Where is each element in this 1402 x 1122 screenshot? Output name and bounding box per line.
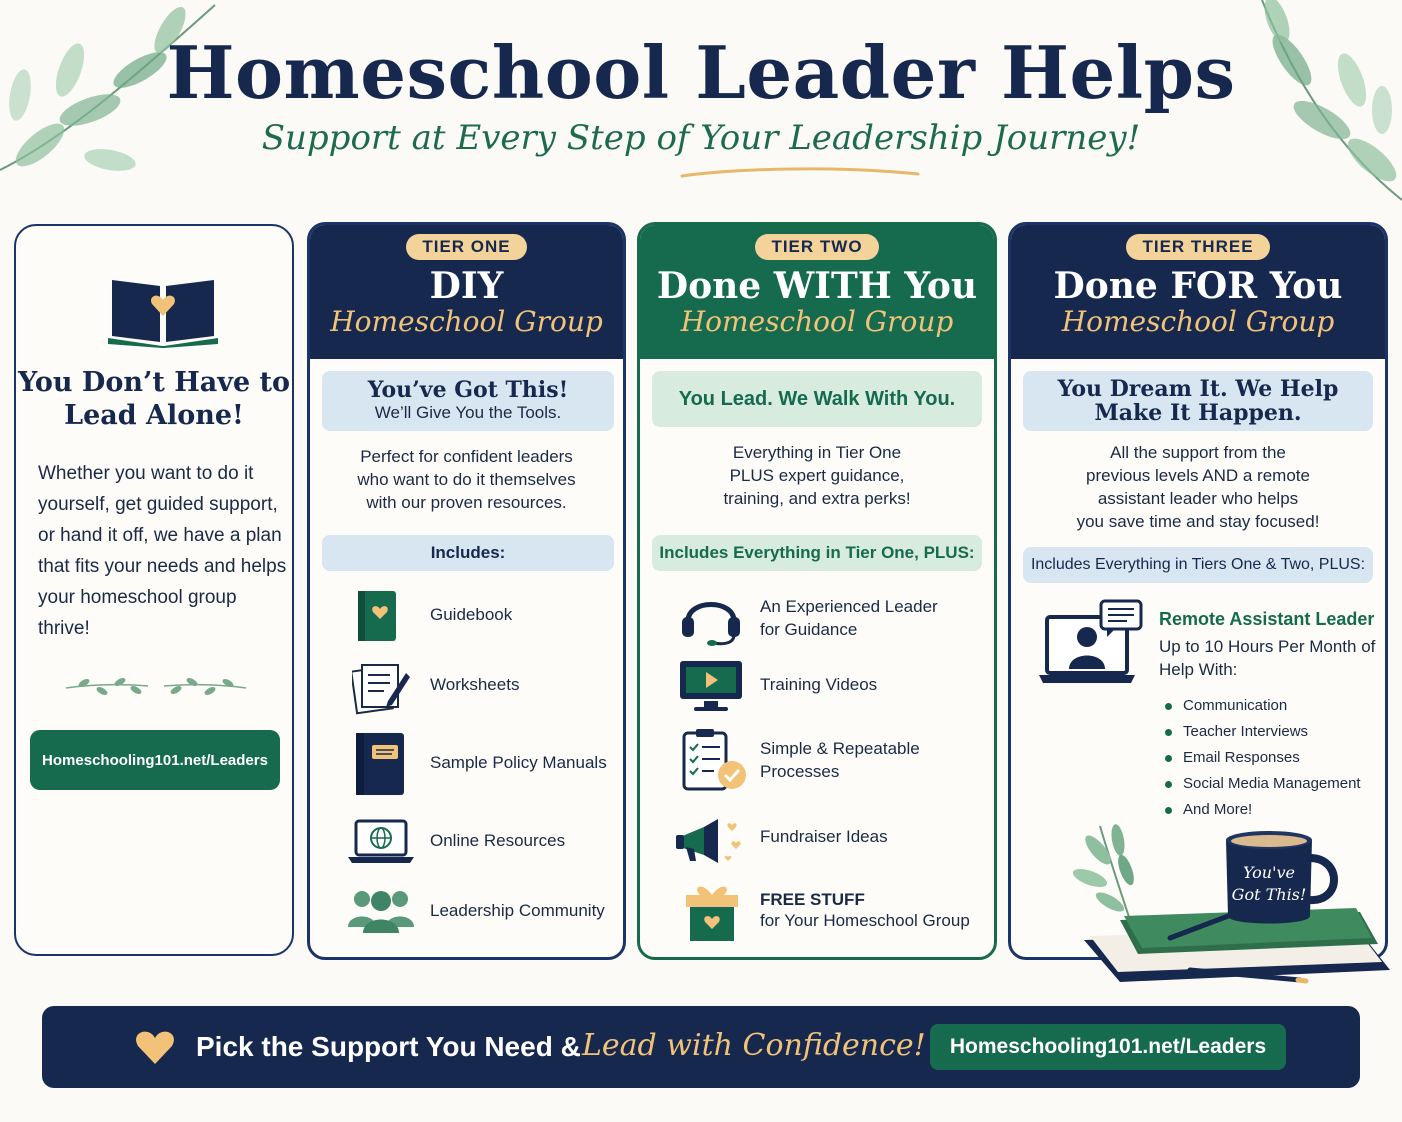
tier-one-desc-line: who want to do it themselves	[357, 470, 576, 489]
list-item-label	[760, 673, 877, 696]
tier-three-includes-label: Includes Everything in Tiers One & Two, PLUS:	[1023, 547, 1373, 583]
tier-three-header	[1011, 225, 1385, 359]
tier-one-includes-label: Includes:	[322, 535, 614, 571]
intro-card	[14, 224, 294, 956]
community-people-icon	[348, 887, 414, 933]
list-item-label-line2: Processes	[760, 762, 840, 781]
list-item: Email Responses	[1159, 745, 1361, 771]
tier-one-header	[310, 225, 623, 359]
tier-two-tagline	[652, 371, 982, 427]
tier-two-desc-line: Everything in Tier One	[732, 443, 902, 462]
tier-one-desc-line: with our proven resources.	[366, 493, 567, 512]
intro-heading-line1: You Don’t Have to	[17, 367, 291, 398]
tier-three-title: Done FOR You	[1053, 265, 1343, 307]
tier-one-card	[307, 222, 626, 960]
footer-cta-bar	[42, 1006, 1360, 1088]
checklist-clipboard-icon	[680, 727, 750, 793]
tier-two-badge: TIER TWO	[755, 234, 878, 260]
page-title: Homeschool Leader Helps	[166, 30, 1236, 115]
tier-three-desc-line: you save time and stay focused!	[1076, 512, 1320, 531]
tier-three-desc-line: previous levels AND a remote	[1086, 466, 1310, 485]
intro-heading-line2: Lead Alone!	[64, 400, 244, 431]
tier-one-tagline	[322, 371, 614, 431]
list-item-label-line2: for Your Homeschool Group	[760, 911, 970, 930]
tier-two-script: Homeschool Group	[680, 305, 954, 338]
mug-text-line2: Got This!	[1231, 885, 1307, 904]
open-book-heart-icon	[108, 272, 218, 348]
coffee-mug-books-illustration	[1060, 820, 1400, 1006]
tier-two-desc-line: PLUS expert guidance,	[729, 466, 905, 485]
tier-two-card	[637, 222, 997, 960]
list-item	[310, 581, 623, 651]
list-item	[310, 651, 623, 721]
tier-two-title: Done WITH You	[656, 265, 978, 307]
list-item	[640, 581, 994, 651]
list-item: And More!	[1159, 797, 1361, 823]
list-item	[640, 801, 994, 871]
tier-two-description	[640, 441, 994, 510]
list-item-label-line2: for Guidance	[760, 620, 858, 639]
list-item-label-line1: An Experienced Leader	[760, 597, 938, 616]
list-item: Social Media Management	[1159, 771, 1361, 797]
gift-box-icon	[682, 881, 742, 943]
list-item-label: Worksheets	[430, 675, 520, 694]
tier-three-tagline-line1: You Dream It. We Help	[1057, 376, 1339, 402]
list-item-label: Online Resources	[430, 831, 566, 850]
list-item: Communication	[1159, 693, 1361, 719]
tier-two-tagline-title: You Lead. We Walk With You.	[678, 388, 956, 410]
list-item-label-line1: Simple & Repeatable	[760, 739, 920, 758]
list-item-label	[760, 595, 938, 641]
tier-three-script: Homeschool Group	[1061, 305, 1335, 338]
training-video-icon	[678, 659, 744, 713]
list-item-label	[760, 737, 920, 783]
tier-one-description	[310, 445, 623, 514]
tier-one-tagline-sub: We’ll Give You the Tools.	[374, 403, 562, 422]
subtitle-underline	[680, 166, 920, 180]
tier-three-tagline	[1023, 371, 1373, 431]
list-item	[310, 721, 623, 791]
tier-one-badge: TIER ONE	[406, 234, 526, 260]
policy-manual-icon	[352, 731, 408, 797]
intro-website-link[interactable]: Homeschooling101.net/Leaders	[30, 730, 280, 790]
intro-body: Whether you want to do it yourself, get guided support, or hand it off, we have a plan that fits your needs and helps your homeschool group thrive!	[38, 463, 287, 639]
tier-two-header	[640, 225, 994, 359]
tier-one-tagline-title: You’ve Got This!	[367, 377, 569, 403]
remote-assistant-bullets	[1159, 693, 1361, 823]
tier-three-desc-line: assistant leader who helps	[1097, 489, 1299, 508]
list-item-label	[760, 825, 888, 848]
remote-assistant-video-call-icon	[1037, 599, 1147, 685]
list-item-label: Leadership Community	[430, 901, 605, 920]
remote-assistant-description: Up to 10 Hours Per Month of Help With:	[1159, 637, 1376, 679]
list-item-label-line1: Training Videos	[760, 675, 878, 694]
list-item	[310, 801, 623, 871]
list-item	[640, 651, 994, 721]
list-item-label-line1: Fundraiser Ideas	[760, 827, 888, 846]
tier-three-tagline-line2: Make It Happen.	[1094, 400, 1302, 426]
tier-two-includes-label: Includes Everything in Tier One, PLUS:	[652, 535, 982, 571]
tier-two-desc-line: training, and extra perks!	[723, 489, 911, 508]
megaphone-icon	[674, 815, 750, 869]
list-item	[310, 871, 623, 941]
list-item	[640, 877, 994, 947]
tier-one-title: DIY	[429, 265, 504, 307]
tier-one-desc-line: Perfect for confident leaders	[360, 447, 573, 466]
heart-icon	[134, 1028, 176, 1066]
headset-icon	[680, 589, 742, 647]
list-item-label: Sample Policy Manuals	[430, 753, 607, 772]
footer-website-link[interactable]: Homeschooling101.net/Leaders	[930, 1024, 1286, 1070]
list-item-label: Guidebook	[430, 605, 513, 624]
list-item-label-line1: FREE STUFF	[760, 890, 865, 909]
tier-three-desc-line: All the support from the	[1110, 443, 1286, 462]
remote-assistant-title: Remote Assistant Leader	[1159, 609, 1375, 629]
sprig-divider-icon	[64, 674, 248, 698]
tier-three-description	[1011, 441, 1385, 533]
footer-script-text: Lead with Confidence!	[582, 1028, 926, 1063]
list-item: Teacher Interviews	[1159, 719, 1361, 745]
laptop-globe-icon	[346, 817, 416, 867]
footer-text: Pick the Support You Need &	[196, 1031, 581, 1062]
guidebook-icon	[354, 589, 400, 645]
worksheets-icon	[352, 661, 412, 715]
tier-three-badge: TIER THREE	[1126, 234, 1269, 260]
list-item	[640, 721, 994, 791]
tier-one-script: Homeschool Group	[330, 305, 603, 338]
list-item-label	[760, 889, 970, 931]
intro-heading	[16, 366, 292, 432]
page-subtitle: Support at Every Step of Your Leadership Journey!	[261, 118, 1141, 158]
mug-text-line1: You've	[1242, 863, 1296, 882]
